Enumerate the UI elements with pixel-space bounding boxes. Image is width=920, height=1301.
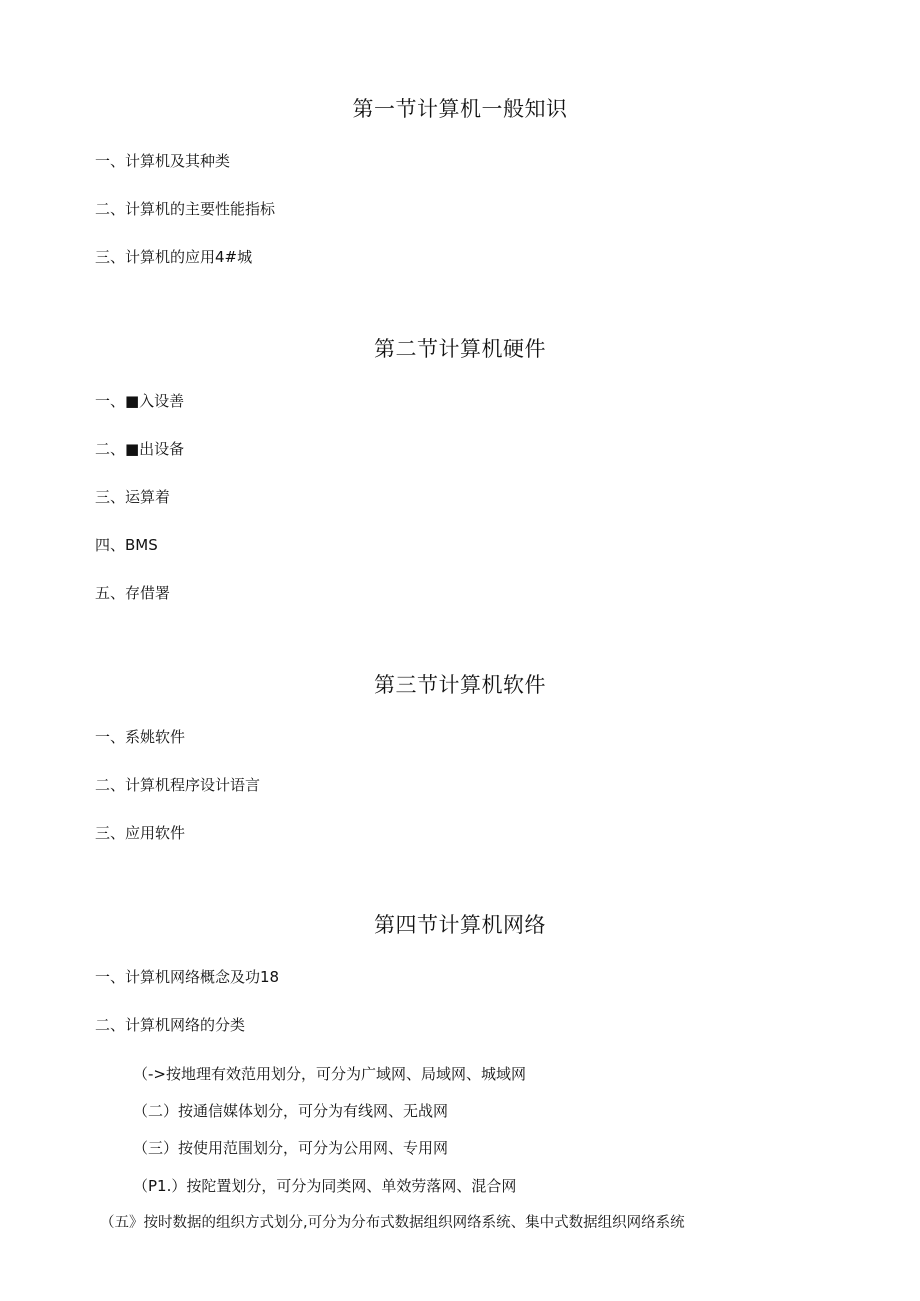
section-1-item-2: 二、计算机的主要性能指标	[95, 200, 276, 218]
network-classification-1: （->按地理有效范用划分，可分为广域网、局域网、城域网	[133, 1065, 526, 1083]
section-2-item-2: 二、■出设备	[95, 440, 185, 458]
network-classification-2: （二）按通信媒体划分，可分为有线网、无战网	[133, 1102, 449, 1120]
section-1-title: 第一节计算机一般知识	[352, 97, 568, 121]
section-2-item-3: 三、运算着	[95, 488, 171, 506]
section-2-item-4: 四、BMS	[95, 536, 158, 554]
section-3-item-2: 二、计算机程序设计语言	[95, 776, 261, 794]
network-classification-5: （五》按时数据的组织方式划分,可分为分布式数据组织网络系统、集中式数据组织网络系统	[100, 1215, 685, 1231]
section-1-item-3: 三、计算机的应用4#城	[95, 248, 253, 266]
network-classification-4: （P1.）按陀置划分，可分为同类网、单效劳落网、混合网	[133, 1177, 517, 1195]
section-4-item-2: 二、计算机网络的分类	[95, 1016, 246, 1034]
section-3-item-1: 一、系姚软件	[95, 728, 186, 746]
section-2-item-5: 五、存借署	[95, 584, 171, 602]
section-1-item-1: 一、计算机及其种类	[95, 152, 231, 170]
section-3-item-3: 三、应用软件	[95, 824, 186, 842]
section-4-title: 第四节计算机网络	[374, 913, 546, 937]
section-2-item-1: 一、■入设善	[95, 392, 185, 410]
section-3-title: 第三节计算机软件	[374, 673, 546, 697]
network-classification-3: （三）按使用范围划分，可分为公用网、专用网	[133, 1139, 449, 1157]
section-4-item-1: 一、计算机网络概念及功18	[95, 968, 280, 986]
section-2-title: 第二节计算机硬件	[374, 337, 546, 361]
